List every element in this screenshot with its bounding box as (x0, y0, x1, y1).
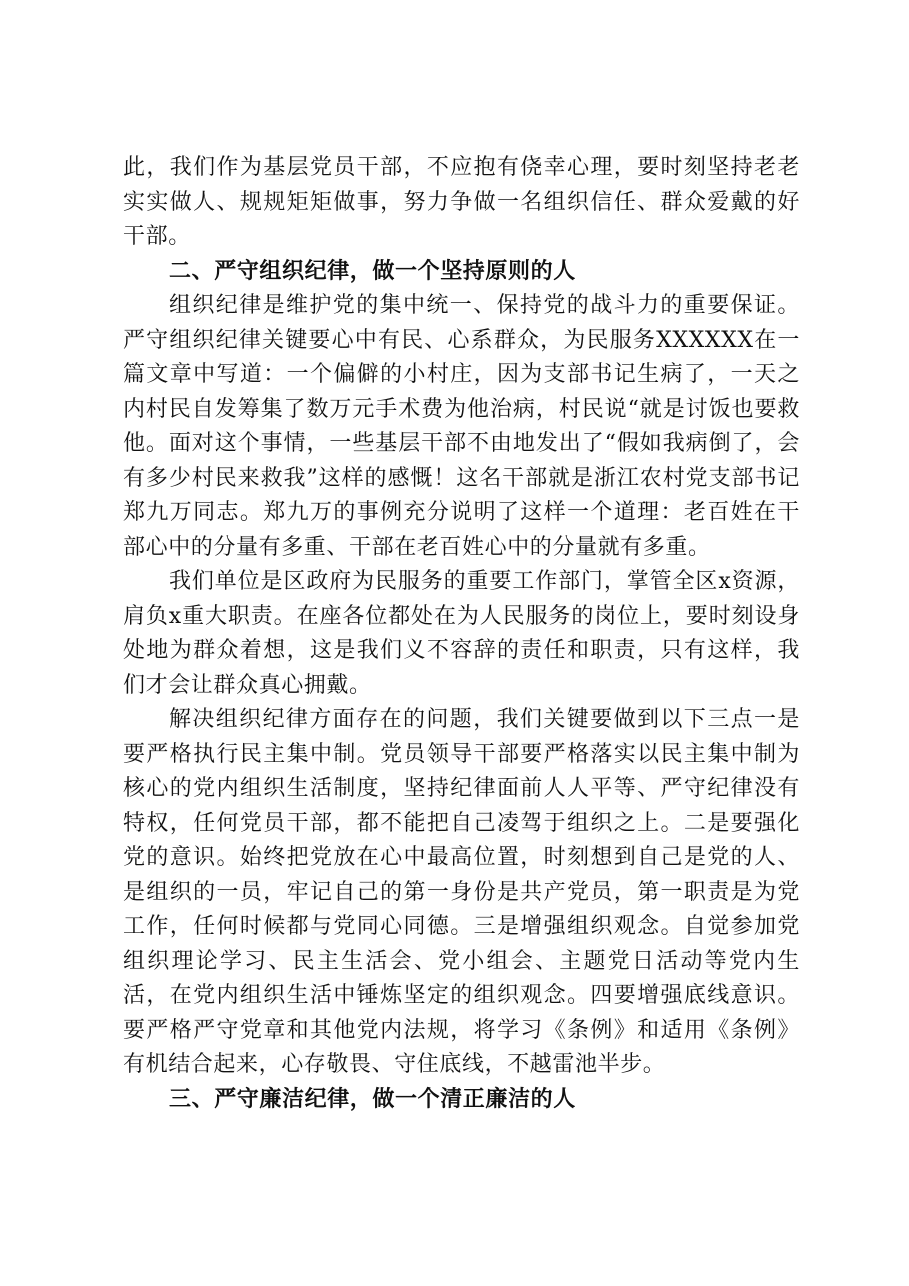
paragraph-4: 解决组织纪律方面存在的问题，我们关键要做到以下三点一是要严格执行民主集中制。党员领导干部要严格落实以民主集中制为核心的党内组织生活制度，坚持纪律面前人人平等、严守纪律没有特权，任何党员干部，都不能把自己凌驾于组织之上。二是要强化党的意识。始终把党放在心中最高位置，时刻想到自己是党的人、是组织的一员，牢记自己的第一身份是共产党员，第一职责是为党工作，任何时候都与党同心同德。三是增强组织观念。自觉参加党组织理论学习、民主生活会、党小组会、主题党日活动等党内生活，在党内组织生活中锤炼坚定的组织观念。四要增强底线意识。要严格严守党章和其他党内法规，将学习《条例》和适用《条例》有机结合起来，心存敬畏、守住底线，不越雷池半步。 (123, 707, 800, 1077)
paragraph-3: 我们单位是区政府为民服务的重要工作部门，掌管全区x资源，肩负x重大职责。在座各位都处在为人民服务的岗位上，要时刻设身处地为群众着想，这是我们义不容辞的责任和职责，只有这样，我们才会让群众真心拥戴。 (123, 569, 800, 698)
section-heading-3: 三、严守廉洁纪律，做一个清正廉洁的人 (169, 1086, 576, 1112)
paragraph-1: 此，我们作为基层党员干部，不应抱有侥幸心理，要时刻坚持老老实实做人、规规矩矩做事，努力争做一名组织信任、群众爱戴的好干部。 (123, 155, 800, 249)
document-body (123, 151, 800, 1117)
paragraph-2: 组织纪律是维护党的集中统一、保持党的战斗力的重要保证。严守组织纪律关键要心中有民、心系群众，为民服务XXXXXX在一篇文章中写道：一个偏僻的小村庄，因为支部书记生病了，一天之内村民自发筹集了数万元手术费为他治病，村民说“就是讨饭也要救他。面对这个事情，一些基层干部不由地发出了“假如我病倒了，会有多少村民来救我”这样的感慨！这名干部就是浙江农村党支部书记郑九万同志。郑九万的事例充分说明了这样一个道理：老百姓在干部心中的分量有多重、干部在老百姓心中的分量就有多重。 (123, 293, 800, 560)
section-heading-2: 二、严守组织纪律，做一个坚持原则的人 (169, 258, 576, 284)
